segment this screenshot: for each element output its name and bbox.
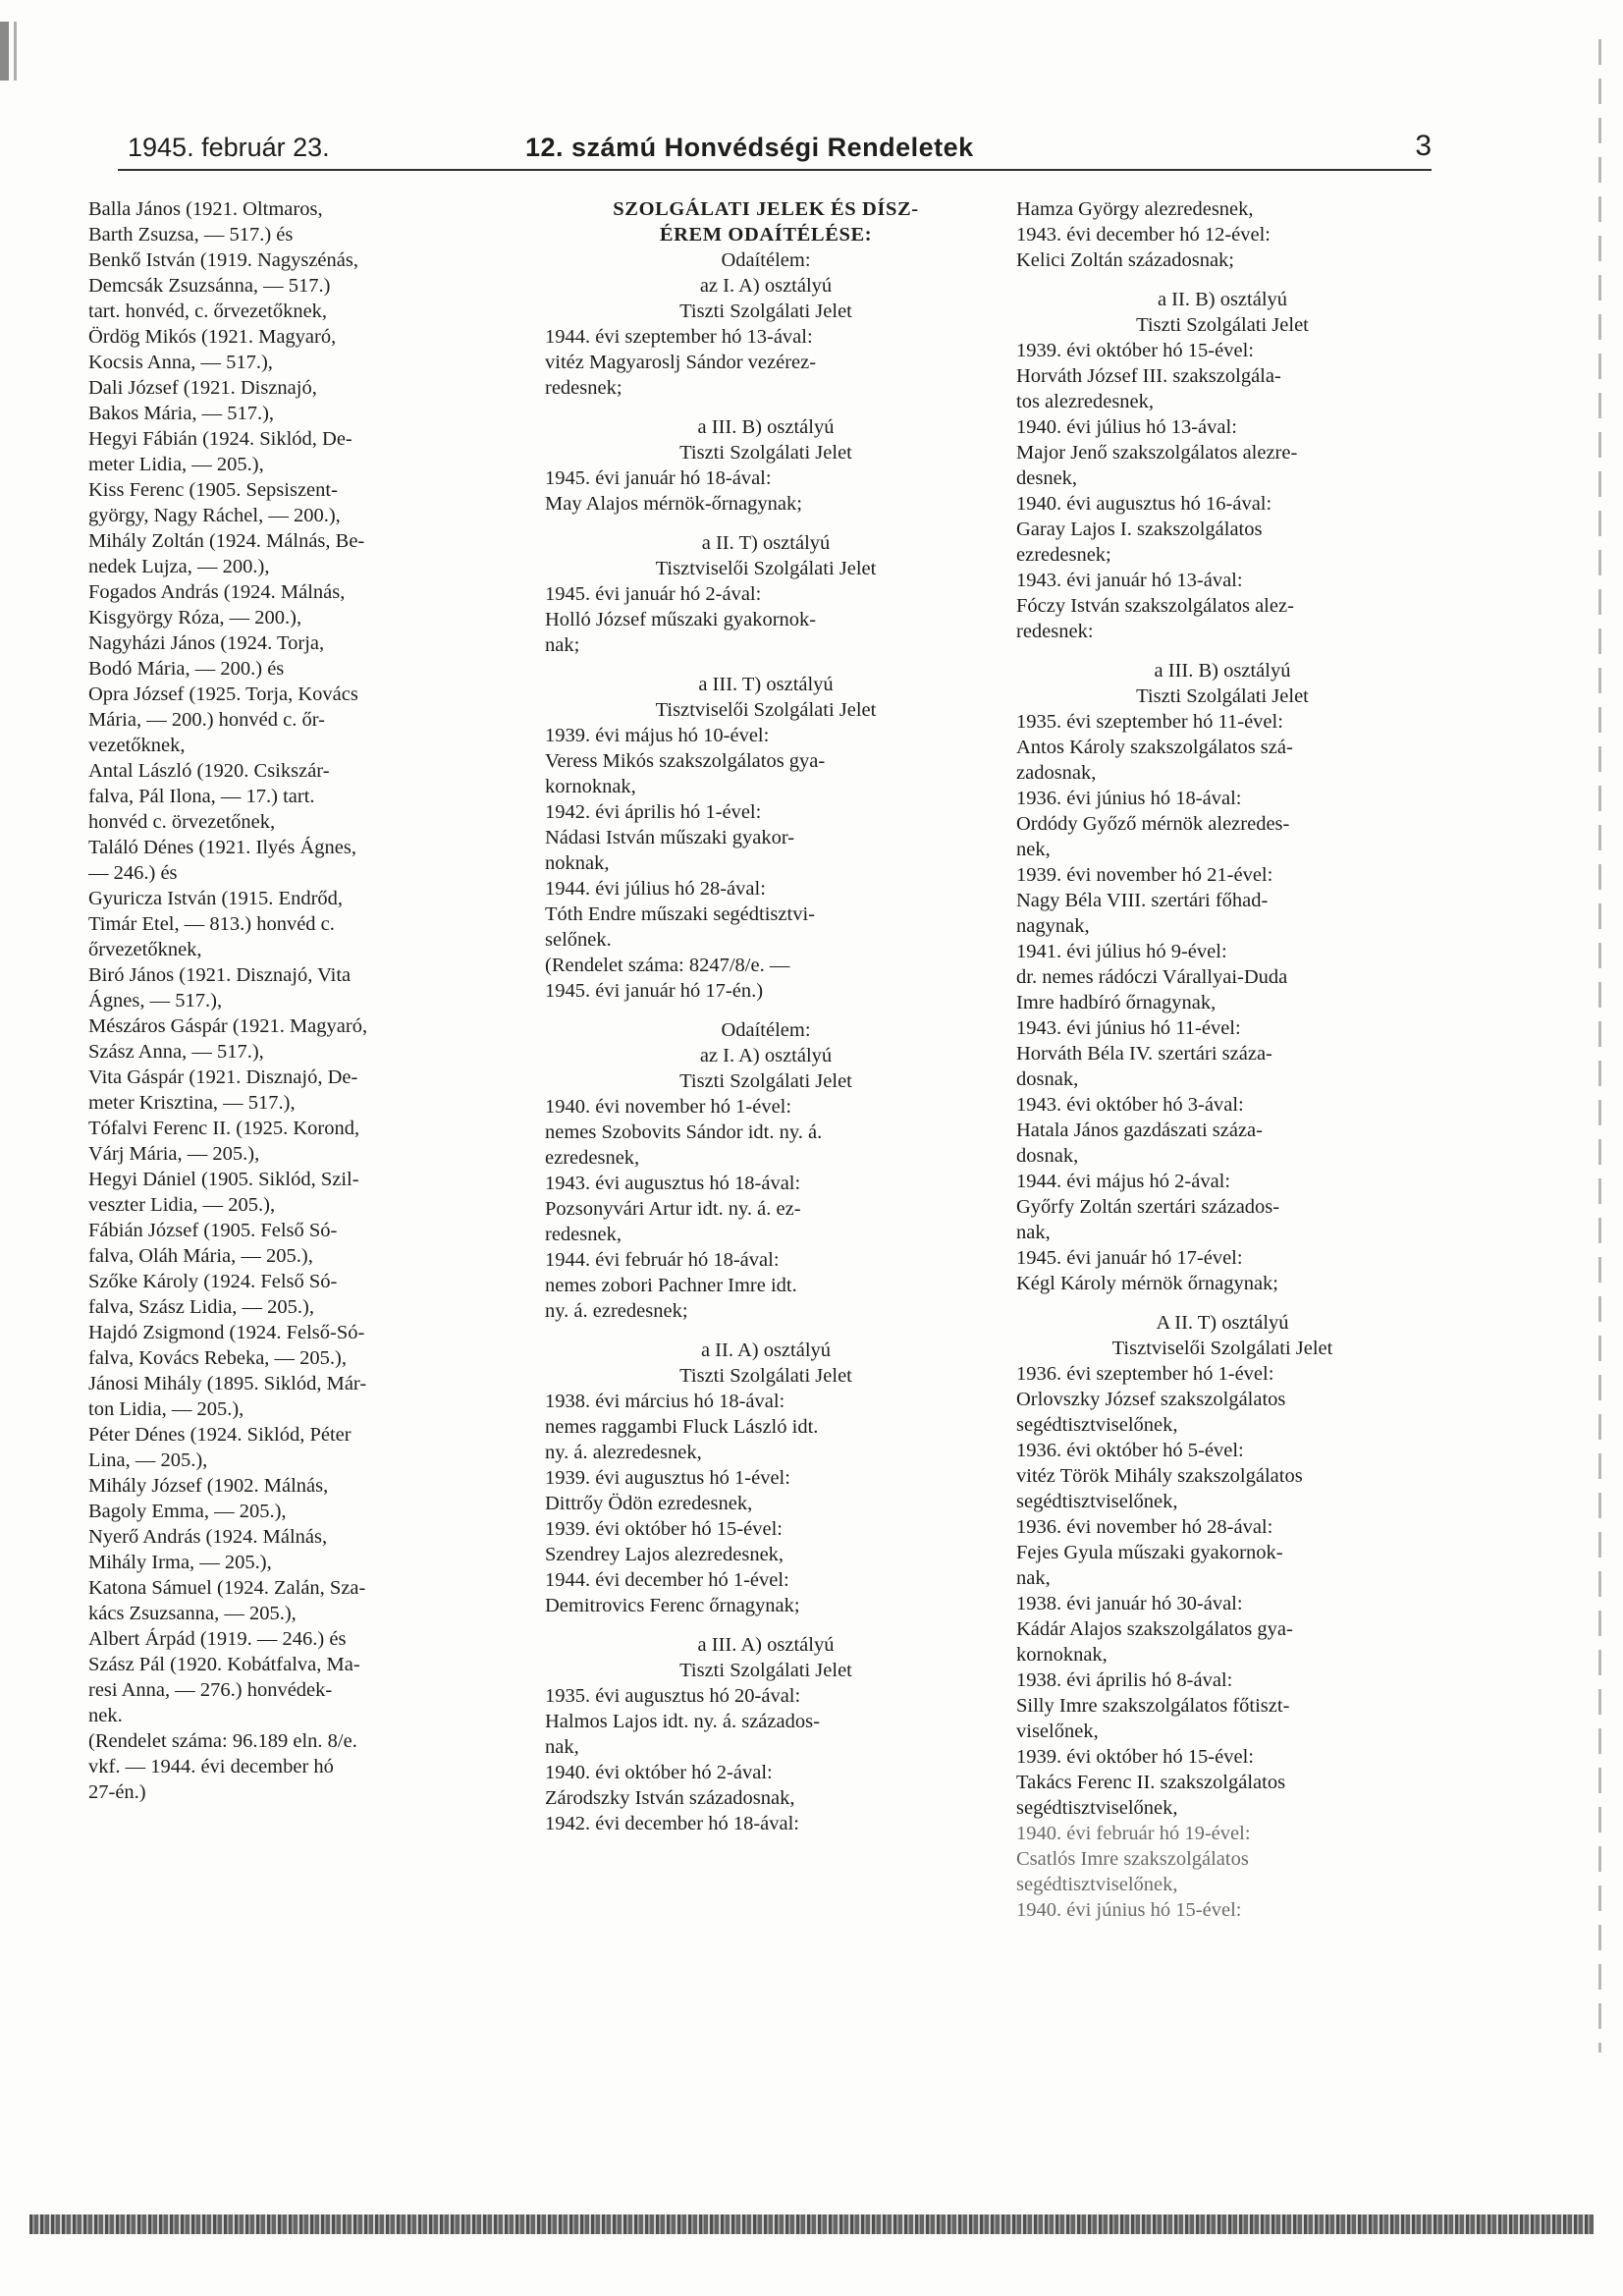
paragraph-gap	[1016, 644, 1429, 658]
text-line: Ágnes, — 517.),	[88, 990, 223, 1011]
header-issue-title: 12. számú Honvédségi Rendeletek	[525, 133, 974, 162]
award-heading: a III. T) osztályú	[698, 674, 834, 695]
text-line: 1943. évi január hó 13-ával:	[1016, 570, 1243, 591]
text-line: Nagy Béla VIII. szertári főhad-	[1016, 890, 1269, 911]
paragraph-gap	[1016, 1296, 1429, 1310]
text-line: 1936. évi október hó 5-ével:	[1016, 1440, 1244, 1461]
text-line: redesnek,	[545, 1224, 622, 1245]
text-line: Antos Károly szakszolgálatos szá-	[1016, 737, 1293, 758]
award-heading: a II. A) osztályú	[700, 1339, 832, 1361]
text-line: Jánosi Mihály (1895. Siklód, Már-	[88, 1373, 367, 1394]
text-line: 1943. évi október hó 3-ával:	[1016, 1094, 1244, 1116]
text-line: segédtisztviselőnek,	[1016, 1491, 1178, 1512]
text-line: Nádasi István műszaki gyakor-	[545, 827, 795, 848]
award-heading: a II. T) osztályú	[701, 532, 831, 554]
text-line: Tóth Endre műszaki segédtisztvi-	[545, 903, 815, 925]
award-heading: Tiszti Szolgálati Jelet	[1136, 685, 1309, 707]
text-line: meter Lidia, — 205.),	[88, 454, 264, 475]
scan-artifact	[0, 22, 33, 81]
text-line: Benkő István (1919. Nagyszénás,	[88, 249, 358, 271]
text-line: 1935. évi szeptember hó 11-ével:	[1016, 711, 1283, 733]
text-line: Vita Gáspár (1921. Disznajó, De-	[88, 1066, 358, 1088]
text-line: 1939. évi augusztus hó 1-ével:	[545, 1467, 790, 1489]
text-line: Garay Lajos I. szakszolgálatos	[1016, 519, 1263, 540]
text-line: Nagyházi János (1924. Torja,	[88, 632, 325, 654]
text-line: Győrfy Zoltán szertári százados-	[1016, 1196, 1280, 1218]
text-line: Biró János (1921. Disznajó, Vita	[88, 964, 352, 986]
text-line: nak,	[1016, 1567, 1051, 1589]
text-line: nak,	[545, 1736, 579, 1758]
text-line: nak;	[545, 634, 580, 656]
text-line: Katona Sámuel (1924. Zalán, Sza-	[88, 1577, 366, 1599]
text-line: 1944. évi július hó 28-ával:	[545, 878, 766, 900]
text-line: Demcsák Zsuzsánna, — 517.)	[88, 275, 331, 297]
scan-bottom-strip	[29, 2214, 1594, 2234]
text-line: Péter Dénes (1924. Siklód, Péter	[88, 1424, 352, 1446]
award-heading: a III. B) osztályú	[1154, 660, 1291, 682]
text-line: Hamza György alezredesnek,	[1016, 198, 1254, 220]
award-heading: Tiszti Szolgálati Jelet	[679, 442, 852, 464]
text-line: ezredesnek;	[1016, 544, 1111, 566]
text-line: selőnek.	[545, 929, 612, 951]
text-line: 1943. évi június hó 11-ével:	[1016, 1017, 1241, 1039]
text-line: Dittrőy Ödön ezredesnek,	[545, 1493, 753, 1514]
award-heading: A II. T) osztályú	[1156, 1312, 1289, 1334]
text-line: őrvezetőknek,	[88, 939, 202, 960]
text-line: 1939. évi november hó 21-ével:	[1016, 864, 1273, 886]
text-line: Major Jenő szakszolgálatos alezre-	[1016, 442, 1298, 464]
text-line: 1944. évi május hó 2-ával:	[1016, 1171, 1231, 1192]
text-line: Szőke Károly (1924. Felső Só-	[88, 1271, 338, 1292]
text-line: kornoknak,	[545, 776, 636, 797]
text-line: dosnak,	[1016, 1145, 1079, 1167]
text-line: Fábián József (1905. Felső Só-	[88, 1220, 338, 1241]
text-line: Hajdó Zsigmond (1924. Felső-Só-	[88, 1322, 365, 1343]
text-line: Imre hadbíró őrnagynak,	[1016, 992, 1217, 1013]
paragraph-gap	[545, 1004, 987, 1017]
text-line: (Rendelet száma: 8247/8/e. —	[545, 955, 790, 976]
text-line: vitéz Török Mihály szakszolgálatos	[1016, 1465, 1303, 1487]
award-heading: Tiszti Szolgálati Jelet	[679, 301, 852, 322]
text-line: Orlovszky József szakszolgálatos	[1016, 1389, 1286, 1410]
text-line: — 246.) és	[88, 862, 178, 884]
text-line: Hegyi Fábián (1924. Siklód, De-	[88, 428, 352, 450]
text-line: Találó Dénes (1921. Ilyés Ágnes,	[88, 837, 356, 858]
paragraph-gap	[1016, 273, 1429, 287]
text-line: Antal László (1920. Csikszár-	[88, 760, 330, 782]
text-line: 1936. évi november hó 28-ával:	[1016, 1516, 1273, 1538]
text-line: Mihály József (1902. Málnás,	[88, 1475, 329, 1497]
text-line: Zárodszky István századosnak,	[545, 1787, 795, 1809]
text-column-3	[1016, 196, 1429, 1923]
text-line: 1945. évi január hó 18-ával:	[545, 467, 772, 489]
text-line: 1943. évi augusztus hó 18-ával:	[545, 1173, 801, 1194]
award-heading: Tiszti Szolgálati Jelet	[679, 1070, 852, 1092]
text-line: dr. nemes rádóczi Várallyai-Duda	[1016, 966, 1288, 988]
text-line: 1938. évi január hó 30-ával:	[1016, 1593, 1243, 1614]
text-line: ny. á. alezredesnek,	[545, 1442, 702, 1463]
page-number: 3	[1415, 130, 1432, 162]
award-heading: Tisztviselői Szolgálati Jelet	[1111, 1338, 1333, 1359]
text-line: Horváth József III. szakszolgála-	[1016, 365, 1281, 387]
text-line: ny. á. ezredesnek;	[545, 1300, 688, 1322]
text-column-2	[545, 196, 987, 1836]
text-line: Gyuricza István (1915. Endrőd,	[88, 888, 344, 909]
text-line: 1935. évi augusztus hó 20-ával:	[545, 1685, 801, 1707]
text-line: 1936. évi szeptember hó 1-ével:	[1016, 1363, 1274, 1385]
page-header	[118, 126, 1432, 171]
text-line: 1944. évi február hó 18-ával:	[545, 1249, 780, 1271]
paragraph-gap	[545, 658, 987, 672]
text-line: falva, Kovács Rebeka, — 205.),	[88, 1347, 347, 1369]
text-line: redesnek:	[1016, 621, 1094, 642]
text-line: veszter Lidia, — 205.),	[88, 1194, 276, 1216]
text-line: 1940. évi július hó 13-ával:	[1016, 416, 1237, 438]
text-line: 1939. évi október hó 15-ével:	[1016, 340, 1254, 361]
award-heading: a III. B) osztályú	[697, 416, 835, 438]
award-heading: Tisztviselői Szolgálati Jelet	[655, 558, 877, 579]
award-heading: Tiszti Szolgálati Jelet	[679, 1365, 852, 1387]
text-line: Fogados András (1924. Málnás,	[88, 581, 346, 603]
text-line: ezredesnek,	[545, 1147, 640, 1169]
text-line: falva, Pál Ilona, — 17.) tart.	[88, 786, 315, 807]
page-edge-shadow	[1598, 39, 1601, 2052]
paragraph-gap	[545, 517, 987, 530]
text-line: kács Zsuzsanna, — 205.),	[88, 1603, 297, 1624]
text-line: Veress Mikós szakszolgálatos gya-	[545, 750, 826, 772]
text-line: 1940. évi június hó 15-ével:	[1016, 1899, 1242, 1921]
text-line: segédtisztviselőnek,	[1016, 1414, 1178, 1436]
text-line: segédtisztviselőnek,	[1016, 1797, 1178, 1819]
text-line: Kisgyörgy Róza, — 200.),	[88, 607, 302, 629]
text-line: Horváth Béla IV. szertári száza-	[1016, 1043, 1272, 1065]
text-line: Demitrovics Ferenc őrnagynak;	[545, 1595, 800, 1616]
text-line: Bodó Mária, — 200.) és	[88, 658, 285, 680]
text-line: nak,	[1016, 1222, 1051, 1243]
award-heading: Odaítélem:	[721, 249, 811, 271]
text-line: Hegyi Dániel (1905. Siklód, Szil-	[88, 1169, 359, 1190]
award-heading: a II. B) osztályú	[1157, 289, 1288, 310]
text-line: Csatlós Imre szakszolgálatos	[1016, 1848, 1249, 1870]
text-line: nemes zobori Pachner Imre idt.	[545, 1275, 797, 1296]
text-line: (Rendelet száma: 96.189 eln. 8/e.	[88, 1730, 357, 1752]
text-line: Silly Imre szakszolgálatos főtiszt-	[1016, 1695, 1290, 1717]
text-line: nek.	[88, 1705, 123, 1726]
text-line: nek,	[1016, 839, 1051, 860]
text-line: Opra József (1925. Torja, Kovács	[88, 683, 358, 705]
text-line: Lina, — 205.),	[88, 1449, 208, 1471]
text-line: Hatala János gazdászati száza-	[1016, 1120, 1263, 1141]
text-line: Kégl Károly mérnök őrnagynak;	[1016, 1273, 1278, 1294]
text-line: györgy, Nagy Ráchel, — 200.),	[88, 505, 341, 526]
text-line: dosnak,	[1016, 1068, 1079, 1090]
text-line: Timár Etel, — 813.) honvéd c.	[88, 913, 335, 935]
award-heading: Odaítélem:	[721, 1019, 811, 1041]
text-line: Fóczy István szakszolgálatos alez-	[1016, 595, 1294, 617]
text-line: Pozsonyvári Artur idt. ny. á. ez-	[545, 1198, 801, 1220]
text-line: noknak,	[545, 852, 610, 874]
text-line: zadosnak,	[1016, 762, 1097, 784]
award-heading: Tiszti Szolgálati Jelet	[1136, 314, 1309, 336]
text-line: Halmos Lajos idt. ny. á. százados-	[545, 1711, 820, 1732]
text-line: falva, Oláh Mária, — 205.),	[88, 1245, 313, 1267]
text-line: Várj Mária, — 205.),	[88, 1143, 260, 1165]
text-line: Bagoly Emma, — 205.),	[88, 1501, 287, 1522]
text-line: Bakos Mária, — 517.),	[88, 403, 275, 424]
text-line: resi Anna, — 276.) honvédek-	[88, 1679, 333, 1701]
text-line: vitéz Magyaroslj Sándor vezérez-	[545, 352, 817, 373]
text-line: 1939. évi október hó 15-ével:	[1016, 1746, 1254, 1768]
text-line: falva, Szász Lidia, — 205.),	[88, 1296, 314, 1318]
text-line: 1941. évi július hó 9-ével:	[1016, 941, 1227, 962]
text-line: Dali József (1921. Disznajó,	[88, 377, 317, 399]
text-line: viselőnek,	[1016, 1721, 1099, 1742]
text-line: Ordódy Győző mérnök alezredes-	[1016, 813, 1290, 835]
text-line: 1944. évi szeptember hó 13-ával:	[545, 326, 813, 348]
text-line: meter Krisztina, — 517.),	[88, 1092, 296, 1114]
paragraph-gap	[545, 1618, 987, 1632]
text-line: Takács Ferenc II. szakszolgálatos	[1016, 1772, 1286, 1793]
award-heading: a III. A) osztályú	[697, 1634, 835, 1656]
text-line: vkf. — 1944. évi december hó	[88, 1756, 334, 1777]
text-line: Mihály Irma, — 205.),	[88, 1552, 272, 1573]
text-line: Kocsis Anna, — 517.),	[88, 352, 273, 373]
text-line: nemes Szobovits Sándor idt. ny. á.	[545, 1121, 823, 1143]
text-line: Holló József műszaki gyakornok-	[545, 609, 817, 630]
text-line: honvéd c. örvezetőnek,	[88, 811, 276, 833]
text-line: Mária, — 200.) honvéd c. őr-	[88, 709, 325, 731]
text-line: Szász Anna, — 517.),	[88, 1041, 264, 1063]
text-line: tart. honvéd, c. őrvezetőknek,	[88, 301, 328, 322]
text-line: 1942. évi április hó 1-ével:	[545, 801, 762, 823]
text-line: Mihály Zoltán (1924. Málnás, Be-	[88, 530, 365, 552]
text-line: nagynak,	[1016, 915, 1090, 937]
text-line: Balla János (1921. Oltmaros,	[88, 198, 323, 220]
paragraph-gap	[545, 401, 987, 414]
text-line: segédtisztviselőnek,	[1016, 1874, 1178, 1895]
text-line: 1945. évi január hó 17-ével:	[1016, 1247, 1243, 1269]
text-line: 1938. évi március hó 18-ával:	[545, 1391, 785, 1412]
text-line: tos alezredesnek,	[1016, 391, 1155, 412]
section-heading: SZOLGÁLATI JELEK ÉS DÍSZ-	[613, 198, 919, 220]
text-line: 1939. évi május hó 10-ével:	[545, 725, 770, 746]
text-line: Kádár Alajos szakszolgálatos gya-	[1016, 1618, 1293, 1640]
text-line: redesnek;	[545, 377, 622, 399]
text-line: nemes raggambi Fluck László idt.	[545, 1416, 819, 1438]
text-line: 1940. évi október hó 2-ával:	[545, 1762, 773, 1783]
award-heading: az I. A) osztályú	[699, 275, 833, 297]
text-line: Tófalvi Ferenc II. (1925. Korond,	[88, 1118, 360, 1139]
header-date: 1945. február 23.	[128, 133, 330, 162]
text-line: 27-én.)	[88, 1781, 146, 1803]
text-line: Szendrey Lajos alezredesnek,	[545, 1544, 784, 1565]
text-line: nedek Lujza, — 200.),	[88, 556, 270, 577]
text-line: 1943. évi december hó 12-ével:	[1016, 224, 1271, 246]
text-line: May Alajos mérnök-őrnagynak;	[545, 493, 802, 515]
text-line: Barth Zsuzsa, — 517.) és	[88, 224, 294, 246]
text-line: desnek,	[1016, 467, 1078, 489]
text-line: Fejes Gyula műszaki gyakornok-	[1016, 1542, 1283, 1563]
text-line: vezetőknek,	[88, 735, 186, 756]
text-line: 1945. évi január hó 2-ával:	[545, 583, 762, 605]
text-line: 1942. évi december hó 18-ával:	[545, 1813, 800, 1834]
text-line: 1945. évi január hó 17-én.)	[545, 980, 764, 1002]
text-line: 1940. évi november hó 1-ével:	[545, 1096, 792, 1118]
text-line: Kelici Zoltán századosnak;	[1016, 249, 1234, 271]
text-line: Nyerő András (1924. Málnás,	[88, 1526, 328, 1548]
text-line: Ördög Mikós (1921. Magyaró,	[88, 326, 337, 348]
section-heading: ÉREM ODAÍTÉLÉSE:	[659, 224, 873, 246]
award-heading: az I. A) osztályú	[699, 1045, 833, 1066]
text-line: Mészáros Gáspár (1921. Magyaró,	[88, 1015, 368, 1037]
award-heading: Tisztviselői Szolgálati Jelet	[655, 699, 877, 721]
text-line: 1940. évi augusztus hó 16-ával:	[1016, 493, 1272, 515]
text-line: Kiss Ferenc (1905. Sepsiszent-	[88, 479, 338, 501]
text-line: 1939. évi október hó 15-ével:	[545, 1518, 783, 1540]
text-line: 1938. évi április hó 8-ával:	[1016, 1669, 1233, 1691]
text-line: 1944. évi december hó 1-ével:	[545, 1569, 789, 1591]
text-line: Albert Árpád (1919. — 246.) és	[88, 1628, 347, 1650]
text-line: 1936. évi június hó 18-ával:	[1016, 788, 1242, 809]
paragraph-gap	[545, 1324, 987, 1338]
text-line: Szász Pál (1920. Kobátfalva, Ma-	[88, 1654, 360, 1675]
text-column-1	[88, 196, 506, 1805]
text-line: 1940. évi február hó 19-ével:	[1016, 1823, 1251, 1844]
award-heading: Tiszti Szolgálati Jelet	[679, 1660, 852, 1681]
text-line: kornoknak,	[1016, 1644, 1108, 1666]
text-line: ton Lidia, — 205.),	[88, 1398, 244, 1420]
